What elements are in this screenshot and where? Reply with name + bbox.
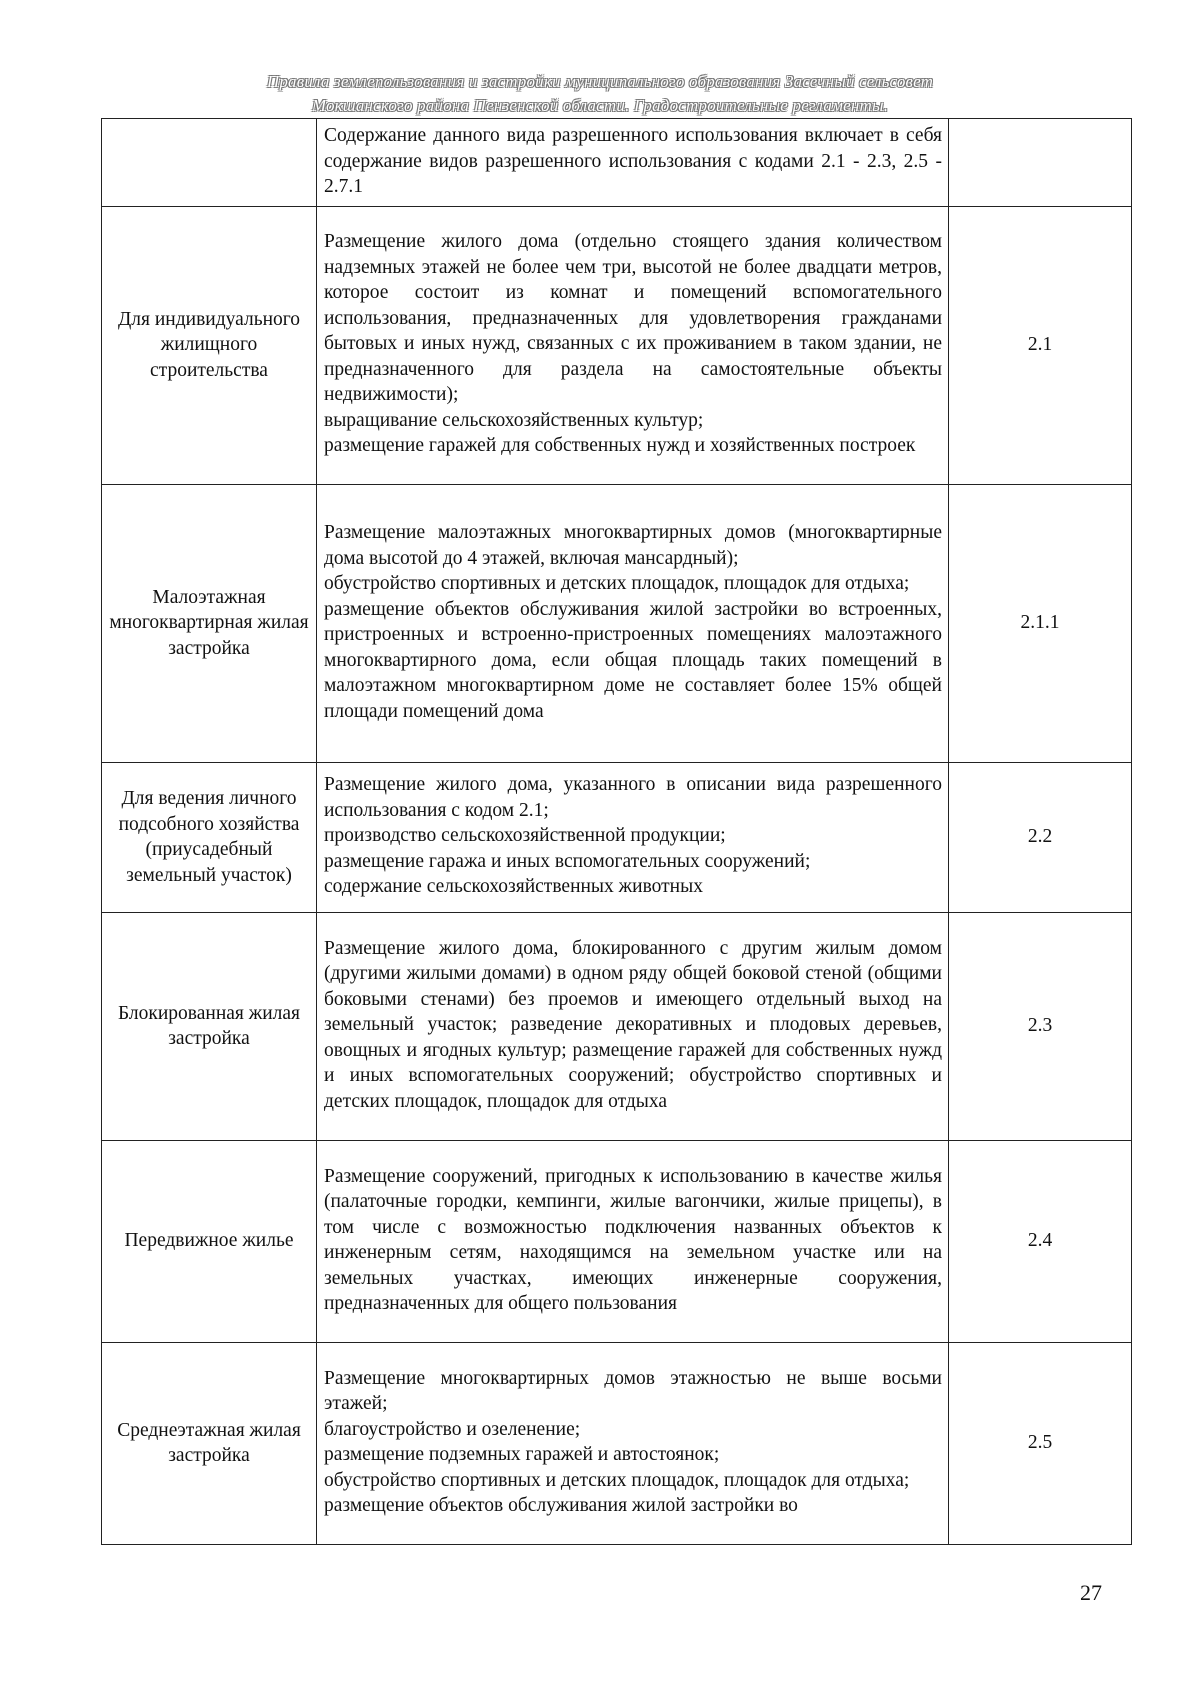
use-name-cell: Блокированная жилая застройка: [102, 912, 317, 1140]
use-code-cell: 2.3: [949, 912, 1132, 1140]
header-line-1: Правила землепользования и застройки муниципального образования Засечный сельсовет: [266, 72, 934, 91]
header-line-2: Мокшанского района Пензенской области. Градостроительные регламенты.: [311, 96, 889, 115]
table-row: [102, 119, 1132, 207]
use-code-cell: 2.1.1: [949, 484, 1132, 762]
description-paragraph: обустройство спортивных и детских площадок, площадок для отдыха;: [324, 1469, 910, 1491]
description-paragraph: Размещение жилого дома, блокированного с другим жилым домом (другими жилыми домами) в одном ряду общей боковой стеной (общими боковыми стенами) без проемов и имеющего отдельный выход на земельный участок; разведение декоративных и плодовых деревьев, овощных и ягодных культур; размещение гаражей для собственных нужд и иных вспомогательных сооружений; обустройство спортивных и детских площадок, площадок для отдыха: [324, 937, 942, 1112]
use-name-cell: Малоэтажная многоквартирная жилая застройка: [102, 484, 317, 762]
description-paragraph: производство сельскохозяйственной продукции;: [324, 825, 726, 847]
table-row: [102, 1140, 1132, 1342]
table-row: [102, 1342, 1132, 1544]
use-description-cell: [317, 119, 949, 207]
use-description-cell: [317, 1140, 949, 1342]
table-row: [102, 912, 1132, 1140]
use-code-cell: 2.2: [949, 762, 1132, 912]
use-description-cell: [317, 912, 949, 1140]
use-name-cell: [102, 119, 317, 207]
running-header: [160, 70, 1040, 118]
description-paragraph: размещение объектов обслуживания жилой застройки во: [324, 1495, 798, 1516]
description-paragraph: размещение гаражей для собственных нужд и хозяйственных построек: [324, 435, 916, 457]
description-paragraph: Содержание данного вида разрешенного использования включает в себя содержание видов разрешенного использования с кодами 2.1 - 2.3, 2.5 - 2.7.1: [324, 125, 942, 197]
description-paragraph: Размещение многоквартирных домов этажностью не выше восьми этажей;: [324, 1367, 942, 1414]
page-number: 27: [1080, 1580, 1102, 1605]
description-paragraph: Размещение малоэтажных многоквартирных домов (многоквартирные дома высотой до 4 этажей, включая мансардный);: [324, 522, 942, 569]
use-code-cell: 2.4: [949, 1140, 1132, 1342]
description-paragraph: обустройство спортивных и детских площадок, площадок для отдыха;: [324, 573, 910, 594]
use-description-cell: [317, 206, 949, 484]
use-code-cell: 2.1: [949, 206, 1132, 484]
description-paragraph: размещение гаража и иных вспомогательных сооружений;: [324, 850, 811, 872]
use-description-cell: [317, 1342, 949, 1544]
description-paragraph: благоустройство и озеленение;: [324, 1418, 581, 1440]
use-name-cell: Передвижное жилье: [102, 1140, 317, 1342]
use-name-cell: Для индивидуального жилищного строительства: [102, 206, 317, 484]
use-code-cell: 2.5: [949, 1342, 1132, 1544]
description-paragraph: Размещение жилого дома (отдельно стоящего здания количеством надземных этажей не более чем три, высотой не более двадцати метров, которое состоит из комнат и помещений вспомогательного использования, предназначенных для удовлетворения гражданами бытовых и иных нужд, связанных с их проживанием в таком здании, не предназначенного для раздела на самостоятельные объекты недвижимости);: [324, 231, 942, 406]
description-paragraph: размещение подземных гаражей и автостоянок;: [324, 1444, 720, 1465]
use-name-cell: Среднеэтажная жилая застройка: [102, 1342, 317, 1544]
land-use-table: [101, 118, 1132, 1545]
description-paragraph: размещение объектов обслуживания жилой застройки во встроенных, пристроенных и встроенно-пристроенных помещениях малоэтажного многоквартирного дома, если общая площадь таких помещений в малоэтажном многоквартирном доме не составляет более 15% общей площади помещений дома: [324, 598, 942, 722]
description-paragraph: содержание сельскохозяйственных животных: [324, 876, 703, 898]
use-description-cell: [317, 762, 949, 912]
description-paragraph: Размещение жилого дома, указанного в описании вида разрешенного использования с кодом 2.1;: [324, 774, 942, 821]
use-name-cell: Для ведения личного подсобного хозяйства (приусадебный земельный участок): [102, 762, 317, 912]
use-code-cell: [949, 119, 1132, 207]
table-row: [102, 206, 1132, 484]
table-row: [102, 762, 1132, 912]
description-paragraph: выращивание сельскохозяйственных культур;: [324, 409, 704, 431]
use-description-cell: [317, 484, 949, 762]
description-paragraph: Размещение сооружений, пригодных к использованию в качестве жилья (палаточные городки, кемпинги, жилые вагончики, жилые прицепы), в том числе с возможностью подключения названных объектов к инженерным сетям, находящимся на земельном участке или на земельных участках, имеющих инженерные сооружения, предназначенных для общего пользования: [324, 1165, 942, 1314]
table-row: [102, 484, 1132, 762]
